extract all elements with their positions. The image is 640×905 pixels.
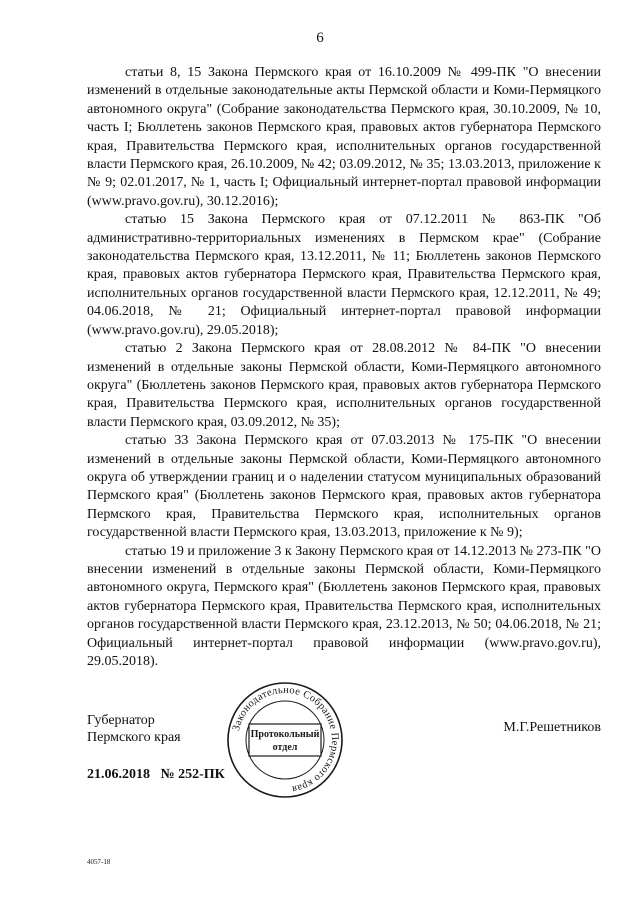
signer-position-line2: Пермского края [87, 730, 181, 745]
seal-inner-ring [246, 701, 324, 779]
signer-name: М.Г.Решетников [503, 720, 601, 735]
signer-position [87, 712, 181, 746]
act-date: 21.06.2018 [87, 767, 150, 782]
seal-center-line1: Протокольный [250, 729, 320, 740]
act-number: № 252-ПК [160, 767, 225, 782]
paragraph-amendment-1: статьи 8, 15 Закона Пермского края от 16.10.2009 № 499-ПК "О внесении изменений в отдельные законодательные акты Пермской области и Коми-Пермяцкого автономного округа" (Собрание законодательства Пермского края, 30.10.2009, № 10, часть I; Бюллетень законов Пермского края, правовых актов губернатора Пермского края, Правительства Пермского края, исполнительных органов государственной власти Пермского края, 26.10.2009, № 42; 03.09.2012, № 35; 13.03.2013, приложение к № 9; 02.01.2017, № 1, часть I; Официальный интернет-портал правовой информации (www.pravo.gov.ru), 30.12.2016); [87, 65, 601, 209]
paragraph-amendment-4: статью 33 Закона Пермского края от 07.03.2013 № 175-ПК "О внесении изменений в отдельные законы Пермской области, Коми-Пермяцкого автономного округа об утверждении границ и о наделении статусом муниципальных образований Пермского края" (Бюллетень законов Пермского края, правовых актов губернатора Пермского края, Правительства Пермского края, исполнительных органов государственной власти Пермского края, 13.03.2013, приложение к № 9); [87, 433, 601, 541]
signer-position-line1: Губернатор [87, 713, 155, 728]
official-seal [225, 680, 345, 800]
paragraph-amendment-5: статью 19 и приложение 3 к Закону Пермского края от 14.12.2013 № 273-ПК "О внесении изменений в отдельные законы Пермской области, Коми-Пермяцкого автономного округа, Пермского края" (Бюллетень законов Пермского края, правовых актов губернатора Пермского края, Правительства Пермского края, исполнительных органов государственной власти Пермского края, 23.12.2013, № 50; 04.06.2018, № 21; Официальный интернет-портал правовой информации (www.pravo.gov.ru), 29.05.2018). [87, 543, 601, 669]
seal-outer-ring [228, 683, 342, 797]
document-code: 4057-18 [87, 858, 111, 866]
paragraph-amendment-3: статью 2 Закона Пермского края от 28.08.2012 № 84-ПК "О внесении изменений в отдельные законы Пермской области, Коми-Пермяцкого автономного округа" (Бюллетень законов Пермского края, правовых актов губернатора Пермского края, Правительства Пермского края, исполнительных органов государственной власти Пермского края, 03.09.2012, № 35); [87, 341, 601, 430]
seal-ring-text: Законодательное Собрание Пермского края [230, 684, 341, 795]
document-body [87, 64, 601, 671]
paragraph-amendment-2: статью 15 Закона Пермского края от 07.12.2011 № 863-ПК "Об административно-территориальных изменениях в Пермском крае" (Собрание законодательства Пермского края, 13.12.2011, № 11; Бюллетень законов Пермского края, правовых актов губернатора Пермского края, Правительства Пермского края, исполнительных органов государственной власти Пермского края, 12.12.2011, № 49; 04.06.2018, № 21; Официальный интернет-портал правовой информации (www.pravo.gov.ru), 29.05.2018); [87, 212, 601, 338]
act-date-number [87, 767, 225, 783]
seal-center-line2: отдел [272, 742, 298, 753]
page-number: 6 [316, 30, 324, 46]
